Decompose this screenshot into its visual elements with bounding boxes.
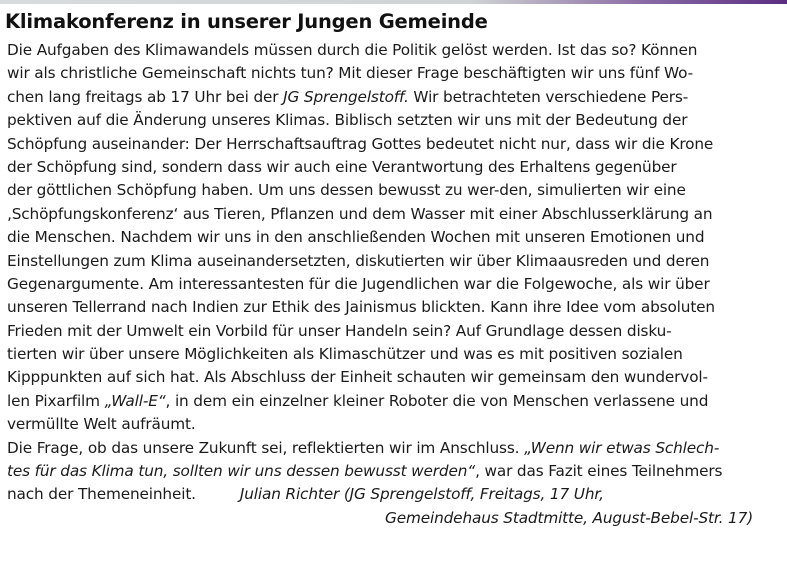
- text-line: [7, 250, 783, 273]
- text-line: [7, 62, 783, 85]
- text-line: [7, 133, 783, 156]
- text-segment: die Menschen. Nachdem wir uns in den anschließenden Wochen mit unseren Emotionen und: [7, 228, 705, 247]
- text-segment: Frieden mit der Umwelt ein Vorbild für unser Handeln sein? Auf Grundlage dessen disku-: [7, 321, 672, 340]
- text-segment: chen lang freitags ab 17 Uhr bei der: [7, 87, 284, 106]
- text-line: [7, 156, 783, 179]
- italic-text: JG Sprengelstoff.: [283, 87, 409, 106]
- text-segment: Gegenargumente. Am interessantesten für die Jugendlichen war die Folgewoche, als wir über: [7, 274, 710, 293]
- text-segment: pektiven auf die Änderung unseres Klimas. Biblisch setzten wir uns mit der Bedeutung der: [7, 111, 688, 130]
- text-segment: nach der Themeneinheit.: [7, 485, 196, 504]
- text-segment: Kipppunkten auf sich hat. Als Abschluss der Einheit schauten wir gemeinsam den wundervol-: [7, 368, 708, 387]
- article-title: Klimakonferenz in unserer Jungen Gemeinde: [5, 10, 488, 33]
- text-segment: Einstellungen zum Klima auseinandersetzten, diskutierten wir über Klimaausreden und deren: [7, 251, 710, 270]
- text-line: [7, 366, 783, 389]
- text-line: [7, 39, 783, 62]
- text-line: [7, 343, 783, 366]
- text-segment: tierten wir über unsere Möglichkeiten als Klimaschützer und was es mit positiven sozialen: [7, 345, 683, 364]
- text-line: [7, 273, 783, 296]
- text-line: [7, 483, 783, 506]
- text-line: [7, 109, 783, 132]
- text-segment: , war das Fazit eines Teilnehmers: [475, 462, 723, 481]
- text-line: [7, 203, 783, 226]
- text-segment: Schöpfung auseinander: Der Herrschaftsauftrag Gottes bedeutet nicht nur, dass wir die Krone: [7, 134, 714, 153]
- text-segment: der Schöpfung sind, sondern dass wir auch eine Verantwortung des Erhaltens gegenüber: [7, 157, 677, 176]
- text-line: [7, 86, 783, 109]
- text-line: [7, 413, 783, 436]
- text-segment: vermüllte Welt aufräumt.: [7, 415, 196, 434]
- article-body: [7, 39, 783, 530]
- italic-text: „Wall-E“: [104, 391, 166, 410]
- text-line: [7, 226, 783, 249]
- top-color-bar: [0, 0, 787, 4]
- text-segment: , in dem ein einzelner kleiner Roboter die von Menschen verlassene und: [165, 391, 709, 410]
- signature-line-1: Julian Richter (JG Sprengelstoff, Freitags, 17 Uhr,: [239, 485, 604, 504]
- text-line: [7, 179, 783, 202]
- text-line: [7, 320, 783, 343]
- signature-line-2-row: [7, 507, 783, 530]
- text-segment: unseren Tellerrand nach Indien zur Ethik des Jainismus blickten. Kann ihre Idee vom absoluten: [7, 298, 715, 317]
- text-segment: der göttlichen Schöpfung haben. Um uns dessen bewusst zu wer-den, simulierten wir eine: [7, 181, 686, 200]
- text-segment: ‚Schöpfungskonferenz‘ aus Tieren, Pflanzen und dem Wasser mit einer Abschlusserklärung an: [7, 204, 713, 223]
- text-segment: Wir betrachteten verschiedene Pers-: [408, 87, 689, 106]
- text-segment: Die Frage, ob das unsere Zukunft sei, reflektierten wir im Anschluss.: [7, 438, 525, 457]
- text-line: [7, 390, 783, 413]
- text-segment: len Pixarfilm: [7, 391, 105, 410]
- text-segment: wir als christliche Gemeinschaft nichts tun? Mit dieser Frage beschäftigten wir uns fünf Wo-: [7, 64, 693, 83]
- text-line: [7, 296, 783, 319]
- text-line: [7, 437, 783, 460]
- italic-text: „Wenn wir etwas Schlech-: [524, 438, 720, 457]
- text-segment: Die Aufgaben des Klimawandels müssen durch die Politik gelöst werden. Ist das so? Können: [7, 41, 698, 59]
- text-line: [7, 460, 783, 483]
- italic-text: tes für das Klima tun, sollten wir uns dessen bewusst werden“: [7, 462, 476, 481]
- signature-line-2: Gemeindehaus Stadtmitte, August-Bebel-Str. 17): [385, 508, 754, 527]
